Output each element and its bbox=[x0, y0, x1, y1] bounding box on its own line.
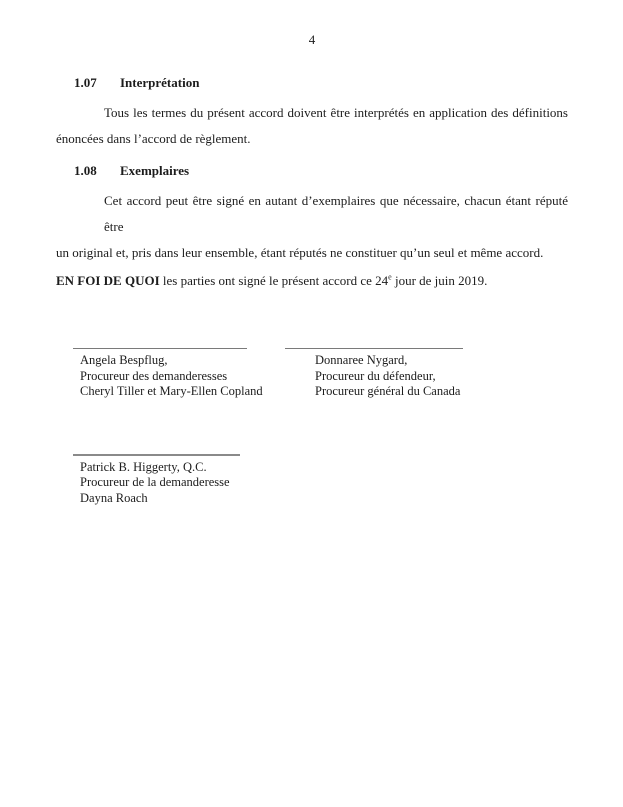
section-heading-1-08 bbox=[74, 163, 568, 179]
signatory-role: Procureur général du Canada bbox=[315, 384, 461, 398]
witness-clause-text: jour de juin 2019. bbox=[391, 273, 488, 288]
signatory-name: Patrick B. Higgerty, Q.C. bbox=[80, 459, 207, 474]
ordinal-superscript: e bbox=[388, 272, 392, 282]
signature-block-plaintiff-2 bbox=[73, 454, 240, 507]
page-number: 4 bbox=[308, 32, 316, 47]
paragraph-line: un original et, pris dans leur ensemble, étant réputés ne constituer qu’un seul et même accord. bbox=[56, 245, 544, 260]
witness-clause-lead: EN FOI DE QUOI bbox=[56, 273, 160, 288]
paragraph-line: énoncées dans l’accord de règlement. bbox=[56, 131, 251, 146]
section-paragraph-1-08 bbox=[56, 188, 568, 266]
signatory-role: Procureur de la demanderesse bbox=[80, 475, 230, 489]
witness-clause-text: les parties ont signé le présent accord ce 24 bbox=[159, 273, 389, 288]
signature-row-1 bbox=[73, 348, 568, 400]
paragraph-line: Tous les termes du présent accord doivent être interprétés en application des définitions bbox=[104, 105, 568, 120]
signature-block-plaintiffs bbox=[73, 348, 263, 400]
signatory-name: Angela Bespflug, bbox=[80, 353, 168, 367]
signatory-role: Procureur des demanderesses bbox=[80, 368, 228, 383]
paragraph-line: Cet accord peut être signé en autant d’exemplaires que nécessaire, chacun étant réputé être bbox=[104, 193, 568, 234]
signature-row-2 bbox=[73, 454, 568, 507]
section-number: 1.08 bbox=[74, 163, 97, 178]
signatory-name: Donnaree Nygard, bbox=[315, 353, 408, 367]
witness-clause bbox=[56, 268, 568, 294]
signatory-role: Cheryl Tiller et Mary-Ellen Copland bbox=[80, 384, 263, 398]
section-heading-1-07 bbox=[74, 75, 568, 91]
section-paragraph-1-07 bbox=[56, 100, 568, 152]
section-title: Interprétation bbox=[120, 75, 200, 90]
section-title: Exemplaires bbox=[120, 163, 190, 178]
signature-block-defendant bbox=[285, 348, 463, 400]
section-number: 1.07 bbox=[74, 75, 97, 90]
signatory-role: Dayna Roach bbox=[80, 490, 148, 505]
signatory-role: Procureur du défendeur, bbox=[315, 368, 436, 383]
